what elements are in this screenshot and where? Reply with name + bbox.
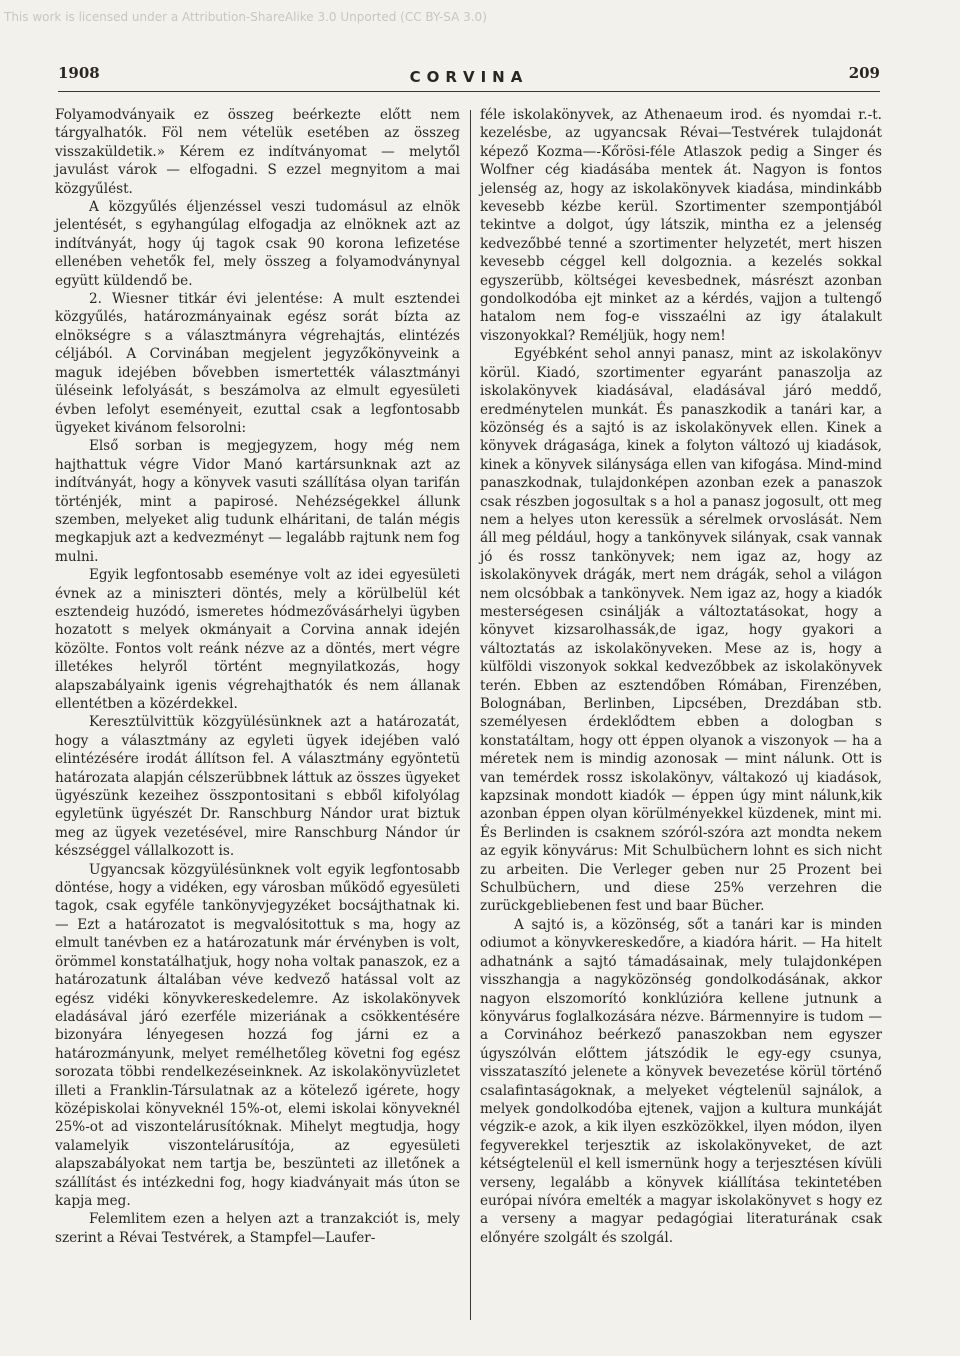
paragraph: Felemlitem ezen a helyen azt a tranzakciót is, mely szerint a Révai Testvérek, a Stampfel—Laufer- [55,1211,460,1246]
right-column [480,106,882,1247]
paragraph: Keresztülvittük közgyülésünknek azt a határozatát, hogy a választmány az egyleti ügyek idejében való elintézésére irodát állítson fel. A választmány egyöntetü határozata alapján célszerübbnek láttuk az összes ügyeket ügyészünk kezeihez összpontositani s ebből kifolyólag egyletünk ügyészét Dr. Ranschburg Nándor urat biztuk meg az ügyek vezetésével, mire Ranschburg Nándor úr készséggel vállalkozott is. [55,714,460,860]
page-header [58,56,880,96]
page-number: 209 [848,64,880,82]
paragraph: Egyik legfontosabb eseménye volt az idei egyesületi évnek az a miniszteri döntés, mely a körülbelül két esztendeig huzódó, ismeretes hódmezővásárhelyi ügyben hozatott s melyek okmányait a Corvina annak idején közölte. Fontos volt reánk nézve az a döntés, mert végre illetékes helyről történt megnyilatkozás, hogy alapszabályaink igenis végrehajthatók és nem állanak ellentétben a közérdekkel. [55,567,460,712]
header-rule [58,91,880,92]
left-column [55,106,460,1247]
paragraph: Első sorban is megjegyzem, hogy még nem hajthattuk végre Vidor Manó kartársunknak azt az indítványát, hogy a könyvek vasuti szállítása olyan tarifán történjék, mint a papirosé. Nehézségekkel állunk szemben, melyeket alig tudunk elháritani, de talán mégis megkapjuk azt a kedvezményt — legalább rajtunk nem fog mulni. [55,438,460,565]
paragraph: 2. Wiesner titkár évi jelentése: A mult esztendei közgyűlés, határozmányainak egész sorát bízta az elnökségre s a választmányra végrehajtás, elintézés céljából. A Corvinában megjelent jegyzőkönyveink a maguk idejében bővebben ismertették választmányi üléseink lefolyását, s beszámolva az elmult egyesületi évben lefolyt eseményeit, ezuttal csak a legfontosabb ügyeket kivánom felsorolni: [55,291,460,436]
journal-year: 1908 [58,64,100,82]
paragraph: A sajtó is, a közönség, sőt a tanári kar is minden odiumot a könyvkereskedőre, a kiadóra hárit. — Ha hitelt adhatnánk a sajtó támadásainak, mely tulajdonképen visszhangja a nagyközönség gondolkodásának, akkor nagyon elszomorító konklúzióra kellene jutnunk a könyvárus foglalkozására nézve. Bármennyire is tudom — a Corvinához beérkező panaszokban nem egyszer úgyszólván előttem játszódik le egy-egy csunya, visszataszító jelenete a könyvek bevezetése körül történő csalafintaságoknak, a melyeket végtelenül sajnálok, a melyek gondolkodóba ejtenek, vajjon a kultura munkáját végzik-e azok, a kik ilyen eszközökkel, ilyen módon, ilyen fegyverekkel terjesztik az iskolakönyveket, de azt kétségtelenül el kell ismernünk hogy a terjesztésen kívüli verseny, legalább a könyvek kiállítása tekintetében európai nívóra emelték a magyar iskolakönyvet s hogy ez a verseny a magyar pedagógiai literaturának csak előnyére szolgált és szolgál. [480,916,882,1246]
paragraph: féle iskolakönyvek, az Athenaeum irod. és nyomdai r.-t. kezelésbe, az ugyancsak Révai—Testvérek tulajdonát képező Kozma—-Kőrösi-féle Atlaszok pedig a Singer és Wolfner cég kiadásába mentek át. Nagyon is fontos jelenség az, hogy az iskolakönyvek kiadása, mindinkább kevesebb kézbe kerül. Szortimenter szempontjából tekintve a dolgot, úgy látszik, mintha ez a jelenség kedvezőbbé tenné a szortimenter helyzetét, mert hiszen kevesebb céggel kell dolgoznia. a kezelés sokkal egyszerübb, költségei kevesbednek, másrészt azonban gondolkodóba ejt minket az a kérdés, vajjon a tultengő hatalom nem fog-e visszaélni az igy átalakult viszonyokkal? Reméljük, hogy nem! [480,107,882,344]
paragraph: Folyamodványaik ez összeg beérkezte előtt nem tárgyalhatók. Föl nem vételük esetében az összeg visszaküldetik.» Kérem ez indítványomat — melytől javulást várok — elfogadni. S ezzel megnyitom a mai közgyűlést. [55,107,460,197]
journal-title: CORVINA [409,68,529,86]
paragraph: A közgyűlés éljenzéssel veszi tudomásul az elnök jelentését, s egyhangúlag elfogadja az elnöknek azt az indítványát, hogy új tagok csak 90 korona lefizetése ellenében vehetők fel, mely összeg a folyamodványnyal együtt küldendő be. [55,199,460,289]
license-notice: This work is licensed under a Attribution-ShareAlike 3.0 Unported (CC BY-SA 3.0) [4,10,487,24]
paragraph: Egyébként sehol annyi panasz, mint az iskolakönyv körül. Kiadó, szortimenter egyaránt panaszolja az iskolakönyvek kiadásával, eladásával járó meddő, eredménytelen munkát. És panaszkodik a tanári kar, a közönség és a sajtó is az iskolakönyvek ellen. Kinek a könyvek drágasága, kinek a folyton változó uj kiadások, kinek a könyvek silánysága ellen van kifogása. Mind-mind panaszkodnak, tulajdonképen azonban ezek a panaszok csak részben jogosultak s a hol a panasz jogosult, ott meg nem a helyes uton keressük a sérelmek orvoslását. Nem áll meg például, hogy a tankönyvek silányak, csak vannak jó és rossz tankönyvek; nem igaz az, hogy az iskolakönyvek drágák, mert nem drágák, sehol a világon nem olcsóbbak a tankönyvek. Nem igaz az, hogy a kiadók mesterségesen csinálják a változtatásokat, hogy a könyvet kizsarolhassák,de igaz, hogy gyakori a változtatás az iskolakönyveken. Mese az is, hogy a külföldi viszonyok sokkal kedvezőbbek az iskolakönyvek terén. Ebben az esztendőben Rómában, Firenzében, Bolognában, Berlinben, Lipcsében, Drezdában stb. személyesen érdeklődtem ebben a dologban s konstatáltam, hogy ott éppen olyanok a viszonyok — ha a méretek nem is mindig azonosak — mint nálunk. Ott is van temérdek rossz iskolakönyv, váltakozó uj kiadások, kapzsinak mondott kiadók — éppen úgy mint nálunk,kik azonban éppen olyan körülményekkel küzdenek, mint mi. És Berlinden is csaknem szóról-szóra azt mondta nekem az egyik könyvárus: Mit Schulbüchern lohnt es sich nicht zu arbeiten. Die Verleger geben nur 25 Prozent bei Schulbüchern, und diese 25% verzehren die zurückgebliebenen fest und baar Bücher. [480,346,882,915]
column-divider [470,110,471,1320]
paragraph: Ugyancsak közgyülésünknek volt egyik legfontosabb döntése, hogy a vidéken, egy városban működő egyesületi tagok, csak egyféle tankönyvjegyzéket bocsájthatnak ki. — Ezt a határozatot is megvalósitottuk s ma, hogy az elmult tanévben ez a határozatunk már érvényben is volt, örömmel konstatálhatjuk, hogy noha voltak panaszok, ez a határozatunk általában véve kedvező hatással volt az egész vidéki könyvkereskedelemre. Az iskolakönyvek eladásával járó ezerféle mizeriának a csökkentésére bizonyára lényegesen hozzá fog járni ez a határozmányunk, melyet remélhetőleg követni fog egész sorozata többi rendelkezéseinknek. Az iskolakönyvüzletet illeti a Franklin-Társulatnak az a kötelező igérete, hogy középiskolai könyveknél 15%-ot, elemi iskolai könyveknél 25%-ot ad viszontelárusítóknak. Mihelyt megtudja, hogy valamelyik viszontelárusítója, az egyesületi alapszabályokat nem tartja be, beszünteti az illetőnek a szállítást és intézkedni fog, hogy kiadványait más úton se kapja meg. [55,861,460,1209]
